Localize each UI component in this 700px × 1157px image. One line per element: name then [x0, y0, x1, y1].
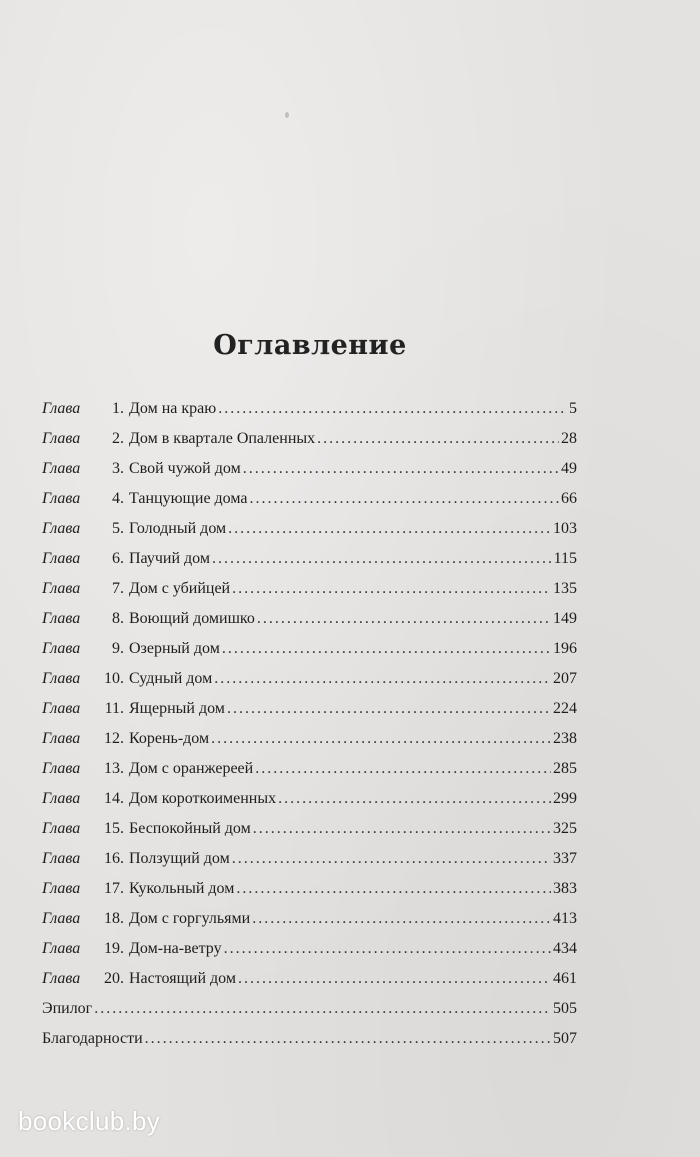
chapter-title: Ползущий дом — [129, 850, 230, 867]
chapter-word: Глава — [42, 550, 81, 567]
leader-dots — [94, 1000, 551, 1018]
page-number: 413 — [553, 910, 577, 927]
page-number: 383 — [553, 880, 577, 897]
toc-entry — [42, 400, 577, 430]
page-number: 505 — [553, 1000, 577, 1017]
leader-dots — [252, 910, 551, 928]
toc-entry — [42, 490, 577, 520]
chapter-number: 12. — [104, 730, 124, 747]
toc-entry — [42, 700, 577, 730]
toc-entry — [42, 550, 577, 580]
chapter-title: Настоящий дом — [129, 970, 236, 987]
toc-entry — [42, 850, 577, 880]
chapter-number: 3. — [112, 460, 124, 477]
chapter-number: 14. — [104, 790, 124, 807]
leader-dots — [228, 520, 551, 538]
chapter-title: Дом в квартале Опаленных — [129, 430, 316, 447]
toc-entry — [42, 580, 577, 610]
page-number: 149 — [553, 610, 577, 627]
leader-dots — [238, 970, 551, 988]
toc-entry — [42, 790, 577, 820]
leader-dots — [211, 730, 551, 748]
leader-dots — [232, 850, 551, 868]
page-number: 135 — [553, 580, 577, 597]
chapter-word: Глава — [42, 460, 81, 477]
toc-entry — [42, 880, 577, 910]
toc-entry — [42, 970, 577, 1000]
leader-dots — [236, 880, 551, 898]
page-number: 299 — [553, 790, 577, 807]
page-number: 49 — [561, 460, 577, 477]
chapter-title: Паучий дом — [129, 550, 210, 567]
chapter-word: Глава — [42, 760, 81, 777]
chapter-word: Глава — [42, 850, 81, 867]
section-title: Благодарности — [42, 1030, 143, 1047]
toc-extra-entry — [42, 1000, 577, 1030]
section-title: Эпилог — [42, 1000, 93, 1017]
paper-speck — [285, 112, 289, 118]
chapter-title: Дом-на-ветру — [129, 940, 222, 957]
chapter-word: Глава — [42, 970, 81, 987]
chapter-word: Глава — [42, 880, 81, 897]
chapter-number: 4. — [112, 490, 124, 507]
leader-dots — [214, 670, 551, 688]
chapter-title: Голодный дом — [129, 520, 227, 537]
chapter-number: 1. — [112, 400, 124, 417]
chapter-number: 20. — [104, 970, 124, 987]
chapter-number: 17. — [104, 880, 124, 897]
chapter-number: 10. — [104, 670, 124, 687]
table-of-contents — [42, 400, 577, 1060]
page-number: 196 — [553, 640, 577, 657]
toc-entry — [42, 910, 577, 940]
leader-dots — [257, 610, 551, 628]
chapter-word: Глава — [42, 610, 81, 627]
toc-extra-entry — [42, 1030, 577, 1060]
leader-dots — [255, 760, 551, 778]
leader-dots — [278, 790, 551, 808]
chapter-word: Глава — [42, 700, 81, 717]
chapter-word: Глава — [42, 430, 81, 447]
chapter-word: Глава — [42, 670, 81, 687]
toc-entry — [42, 520, 577, 550]
chapter-word: Глава — [42, 730, 81, 747]
chapter-title: Корень-дом — [129, 730, 210, 747]
toc-entry — [42, 730, 577, 760]
page-number: 5 — [569, 400, 577, 417]
chapter-number: 19. — [104, 940, 124, 957]
chapter-number: 7. — [112, 580, 124, 597]
page-number: 224 — [553, 700, 577, 717]
leader-dots — [145, 1030, 551, 1048]
leader-dots — [212, 550, 552, 568]
chapter-title: Дом с убийцей — [129, 580, 231, 597]
page-number: 207 — [553, 670, 577, 687]
toc-entry — [42, 940, 577, 970]
chapter-number: 18. — [104, 910, 124, 927]
leader-dots — [317, 430, 559, 448]
chapter-title: Дом короткоименных — [129, 790, 277, 807]
chapter-word: Глава — [42, 640, 81, 657]
toc-entry — [42, 610, 577, 640]
toc-entry — [42, 820, 577, 850]
chapter-word: Глава — [42, 490, 81, 507]
page-number: 461 — [553, 970, 577, 987]
chapter-title: Кукольный дом — [129, 880, 235, 897]
chapter-number: 15. — [104, 820, 124, 837]
leader-dots — [227, 700, 551, 718]
page-number: 434 — [553, 940, 577, 957]
chapter-title: Озерный дом — [129, 640, 220, 657]
chapter-word: Глава — [42, 400, 81, 417]
watermark-text: bookclub.by — [18, 1106, 161, 1136]
chapter-number: 2. — [112, 430, 124, 447]
page-number: 103 — [553, 520, 577, 537]
leader-dots — [243, 460, 559, 478]
chapter-title: Танцующие дома — [129, 490, 248, 507]
chapter-title: Свой чужой дом — [129, 460, 241, 477]
leader-dots — [222, 640, 551, 658]
chapter-title: Дом с горгульями — [129, 910, 251, 927]
chapter-word: Глава — [42, 790, 81, 807]
chapter-number: 16. — [104, 850, 124, 867]
page-number: 28 — [561, 430, 577, 447]
chapter-word: Глава — [42, 820, 81, 837]
chapter-number: 6. — [112, 550, 124, 567]
leader-dots — [224, 940, 551, 958]
leader-dots — [218, 400, 567, 418]
chapter-word: Глава — [42, 910, 81, 927]
page-number: 238 — [553, 730, 577, 747]
toc-entry — [42, 430, 577, 460]
leader-dots — [250, 490, 560, 508]
chapter-number: 9. — [112, 640, 124, 657]
chapter-number: 13. — [104, 760, 124, 777]
chapter-word: Глава — [42, 580, 81, 597]
chapter-word: Глава — [42, 520, 81, 537]
page-number: 507 — [553, 1030, 577, 1047]
page-number: 66 — [561, 490, 577, 507]
chapter-number: 11. — [104, 700, 124, 717]
chapter-title: Дом на краю — [129, 400, 217, 417]
leader-dots — [232, 580, 551, 598]
chapter-number: 8. — [112, 610, 124, 627]
chapter-word: Глава — [42, 940, 81, 957]
chapter-number: 5. — [112, 520, 124, 537]
page-number: 285 — [553, 760, 577, 777]
page-number: 337 — [553, 850, 577, 867]
chapter-title: Дом с оранжереей — [129, 760, 254, 777]
page-number: 115 — [553, 550, 577, 567]
chapter-title: Ящерный дом — [129, 700, 225, 717]
page-number: 325 — [553, 820, 577, 837]
page-title: Оглавление — [213, 330, 407, 361]
leader-dots — [253, 820, 551, 838]
toc-entry — [42, 760, 577, 790]
chapter-title: Воющий домишко — [129, 610, 255, 627]
toc-entry — [42, 460, 577, 490]
toc-entry — [42, 670, 577, 700]
chapter-title: Беспокойный дом — [129, 820, 251, 837]
chapter-title: Судный дом — [129, 670, 213, 687]
toc-entry — [42, 640, 577, 670]
